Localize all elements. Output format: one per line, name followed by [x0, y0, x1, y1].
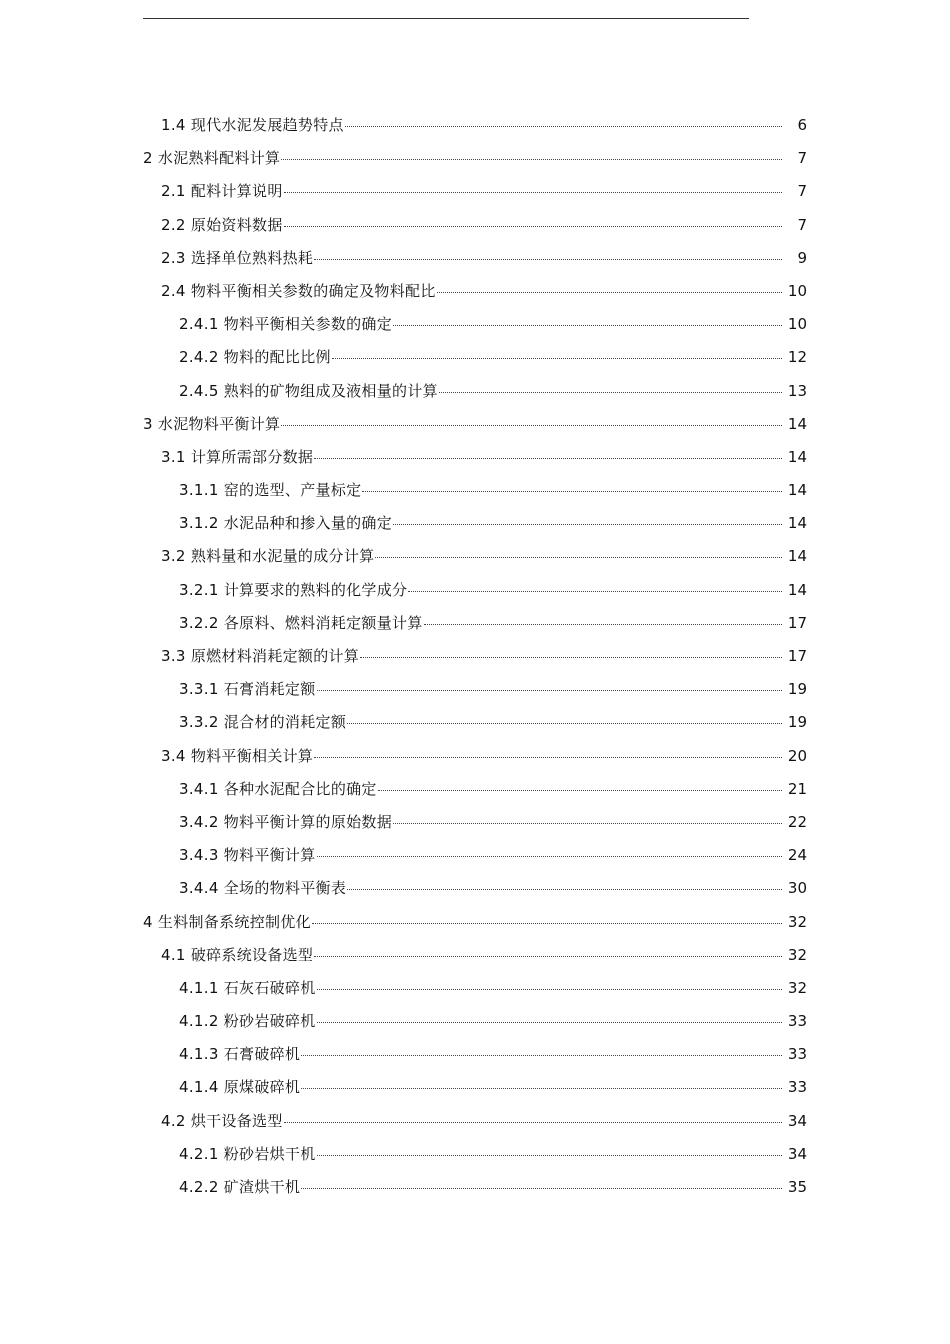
toc-entry[interactable]: [0, 276, 950, 309]
toc-entry-label: 4.1.4 原煤破碎机: [179, 1078, 301, 1097]
toc-entry[interactable]: [0, 442, 950, 475]
toc-dot-leader: [317, 690, 782, 691]
toc-dot-leader: [360, 657, 782, 658]
toc-entry-page-number: 24: [787, 846, 807, 865]
toc-entry-label: 4.1.2 粉砂岩破碎机: [179, 1012, 316, 1031]
toc-entry-page-number: 30: [787, 879, 807, 898]
toc-entry-page-number: 32: [787, 978, 807, 997]
toc-entry[interactable]: [0, 1172, 950, 1205]
toc-dot-leader: [424, 624, 782, 625]
toc-dot-leader: [362, 491, 782, 492]
toc-entry-label: 4.2.1 粉砂岩烘干机: [179, 1144, 316, 1163]
toc-dot-leader: [314, 259, 782, 260]
toc-entry-page-number: 10: [787, 315, 807, 334]
toc-entry-label: 4.2 烘干设备选型: [161, 1111, 283, 1130]
toc-entry[interactable]: [0, 608, 950, 641]
toc-dot-leader: [314, 757, 782, 758]
toc-entry[interactable]: [0, 575, 950, 608]
toc-entry-page-number: 10: [787, 281, 807, 300]
toc-entry-page-number: 35: [787, 1178, 807, 1196]
toc-entry-label: 3.1.1 窑的选型、产量标定: [179, 481, 362, 500]
toc-entry[interactable]: [0, 940, 950, 973]
toc-entry[interactable]: [0, 309, 950, 342]
toc-entry-page-number: 14: [787, 547, 807, 566]
toc-dot-leader: [393, 823, 782, 824]
toc-entry-page-number: 7: [797, 215, 807, 234]
toc-dot-leader: [378, 790, 782, 791]
toc-dot-leader: [439, 392, 782, 393]
toc-entry-label: 4.1 破碎系统设备选型: [161, 945, 314, 964]
header-rule: [143, 18, 749, 19]
toc-entry-page-number: 12: [787, 348, 807, 367]
toc-entry[interactable]: [0, 342, 950, 375]
toc-dot-leader: [314, 458, 782, 459]
toc-entry[interactable]: [0, 110, 950, 143]
toc-entry-label: 4 生料制备系统控制优化: [143, 912, 311, 931]
toc-dot-leader: [345, 126, 782, 127]
toc-entry-label: 3.4 物料平衡相关计算: [161, 746, 314, 765]
toc-entry-page-number: 22: [787, 812, 807, 831]
toc-dot-leader: [301, 1055, 782, 1056]
toc-entry-label: 4.2.2 矿渣烘干机: [179, 1178, 301, 1196]
toc-entry-page-number: 20: [787, 746, 807, 765]
toc-dot-leader: [317, 1022, 782, 1023]
toc-entry-label: 2.4.2 物料的配比比例: [179, 348, 331, 367]
toc-entry-label: 2.4.1 物料平衡相关参数的确定: [179, 315, 393, 334]
toc-entry[interactable]: [0, 475, 950, 508]
toc-entry[interactable]: [0, 674, 950, 707]
toc-entry-label: 2 水泥熟料配料计算: [143, 149, 281, 168]
toc-entry-label: 3.3.1 石膏消耗定额: [179, 680, 316, 699]
toc-entry-page-number: 33: [787, 1012, 807, 1031]
toc-entry-label: 3.1 计算所需部分数据: [161, 447, 314, 466]
toc-entry[interactable]: [0, 143, 950, 176]
toc-entry-label: 3.4.4 全场的物料平衡表: [179, 879, 347, 898]
toc-dot-leader: [347, 723, 782, 724]
toc-entry[interactable]: [0, 1039, 950, 1072]
toc-dot-leader: [314, 956, 782, 957]
toc-dot-leader: [284, 226, 782, 227]
toc-entry[interactable]: [0, 508, 950, 541]
toc-entry-page-number: 7: [797, 149, 807, 168]
toc-dot-leader: [284, 1122, 782, 1123]
toc-entry-label: 3.4.1 各种水泥配合比的确定: [179, 779, 377, 798]
toc-dot-leader: [312, 923, 782, 924]
toc-dot-leader: [301, 1188, 782, 1189]
toc-entry-page-number: 21: [787, 779, 807, 798]
toc-entry-page-number: 6: [797, 116, 807, 134]
toc-dot-leader: [301, 1088, 782, 1089]
toc-entry-page-number: 17: [787, 613, 807, 632]
toc-entry-page-number: 14: [787, 414, 807, 433]
toc-entry[interactable]: [0, 807, 950, 840]
toc-dot-leader: [281, 159, 782, 160]
toc-entry-label: 3.4.2 物料平衡计算的原始数据: [179, 812, 393, 831]
toc-entry-page-number: 34: [787, 1111, 807, 1130]
toc-entry-page-number: 14: [787, 481, 807, 500]
toc-entry[interactable]: [0, 409, 950, 442]
toc-entry[interactable]: [0, 1139, 950, 1172]
toc-dot-leader: [317, 1155, 782, 1156]
toc-entry-label: 3.2.1 计算要求的熟料的化学成分: [179, 580, 408, 599]
toc-entry-label: 3 水泥物料平衡计算: [143, 414, 281, 433]
toc-dot-leader: [393, 524, 782, 525]
toc-entry[interactable]: [0, 243, 950, 276]
toc-entry[interactable]: [0, 873, 950, 906]
toc-entry[interactable]: [0, 1072, 950, 1105]
toc-dot-leader: [437, 292, 782, 293]
toc-entry-page-number: 13: [787, 381, 807, 400]
toc-entry[interactable]: [0, 707, 950, 740]
toc-entry-label: 3.3 原燃材料消耗定额的计算: [161, 647, 360, 665]
toc-entry-label: 3.3.2 混合材的消耗定额: [179, 713, 347, 732]
toc-entry[interactable]: [0, 376, 950, 409]
toc-entry-page-number: 33: [787, 1078, 807, 1097]
toc-entry[interactable]: [0, 541, 950, 574]
toc-entry-label: 2.3 选择单位熟料热耗: [161, 248, 314, 267]
toc-dot-leader: [281, 425, 782, 426]
toc-entry[interactable]: [0, 1106, 950, 1139]
toc-entry[interactable]: [0, 1006, 950, 1039]
toc-dot-leader: [393, 325, 782, 326]
toc-entry-page-number: 7: [797, 182, 807, 201]
toc-entry-label: 4.1.1 石灰石破碎机: [179, 978, 316, 997]
toc-entry-page-number: 33: [787, 1045, 807, 1064]
toc-entry[interactable]: [0, 741, 950, 774]
toc-entry-label: 3.2 熟料量和水泥量的成分计算: [161, 547, 375, 566]
toc-entry-page-number: 14: [787, 514, 807, 533]
toc-entry-label: 1.4 现代水泥发展趋势特点: [161, 116, 344, 134]
toc-entry-page-number: 32: [787, 912, 807, 931]
toc-dot-leader: [317, 856, 782, 857]
toc-entry-label: 2.1 配料计算说明: [161, 182, 283, 201]
toc-entry-label: 2.2 原始资料数据: [161, 215, 283, 234]
toc-entry-page-number: 17: [787, 647, 807, 665]
toc-dot-leader: [284, 192, 782, 193]
toc-dot-leader: [408, 591, 782, 592]
toc-entry-label: 3.1.2 水泥品种和掺入量的确定: [179, 514, 393, 533]
toc-dot-leader: [375, 557, 782, 558]
toc-entry-label: 4.1.3 石膏破碎机: [179, 1045, 301, 1064]
toc-entry-label: 3.2.2 各原料、燃料消耗定额量计算: [179, 613, 423, 632]
toc-dot-leader: [347, 889, 782, 890]
toc-entry-page-number: 32: [787, 945, 807, 964]
toc-entry-page-number: 9: [797, 248, 807, 267]
toc-entry-label: 2.4 物料平衡相关参数的确定及物料配比: [161, 281, 436, 300]
toc-dot-leader: [332, 358, 782, 359]
toc-entry-page-number: 19: [787, 713, 807, 732]
toc-entry-page-number: 14: [787, 447, 807, 466]
toc-entry-label: 2.4.5 熟料的矿物组成及液相量的计算: [179, 381, 438, 400]
toc-entry[interactable]: [0, 641, 950, 674]
toc-entry[interactable]: [0, 176, 950, 209]
toc-entry-label: 3.4.3 物料平衡计算: [179, 846, 316, 865]
toc-entry[interactable]: [0, 973, 950, 1006]
toc-entry[interactable]: [0, 840, 950, 873]
toc-entry[interactable]: [0, 907, 950, 940]
toc-entry-page-number: 14: [787, 580, 807, 599]
toc-entry-page-number: 34: [787, 1144, 807, 1163]
toc-entry[interactable]: [0, 210, 950, 243]
table-of-contents: [0, 110, 950, 1205]
toc-dot-leader: [317, 989, 782, 990]
toc-entry-page-number: 19: [787, 680, 807, 699]
toc-entry[interactable]: [0, 774, 950, 807]
